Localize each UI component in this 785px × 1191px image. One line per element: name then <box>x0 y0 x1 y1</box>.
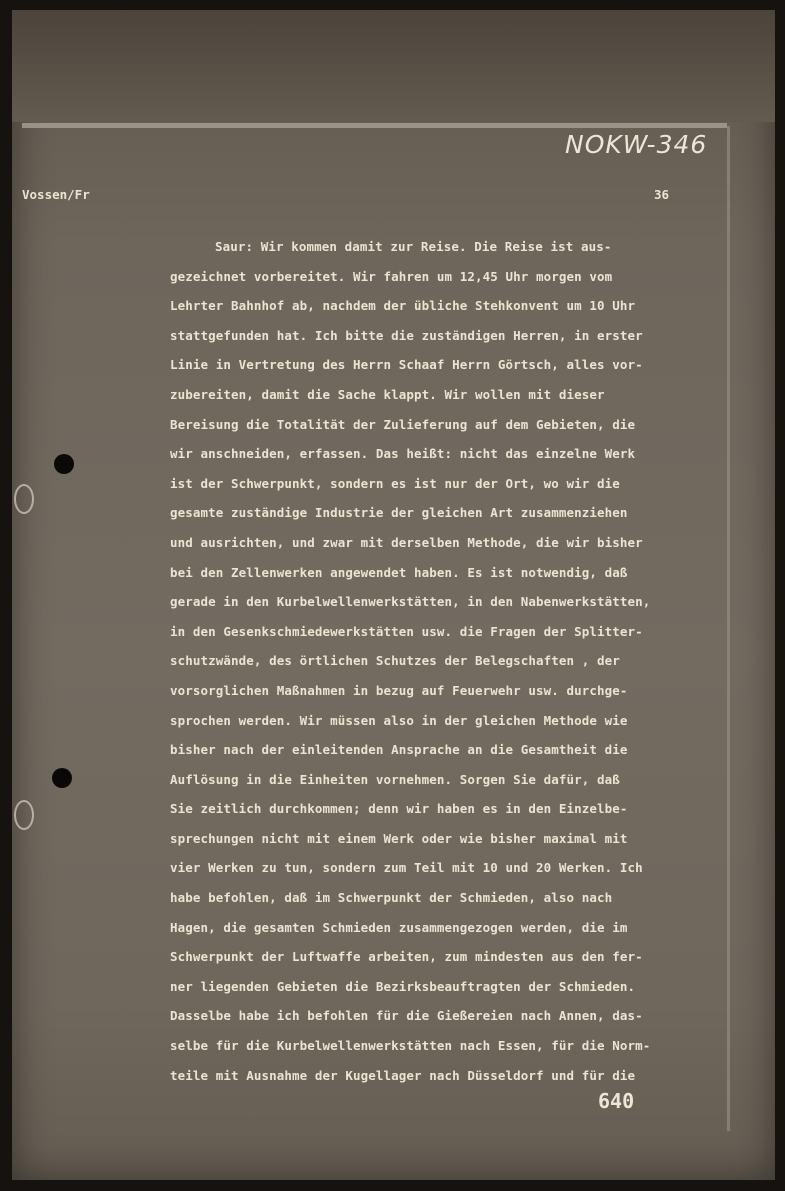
body-line: Bereisung die Totalität der Zulieferung auf dem Gebieten, die <box>170 416 636 432</box>
page-number: 36 <box>654 187 670 202</box>
body-line: stattgefunden hat. Ich bitte die zuständigen Herren, in erster <box>170 327 643 343</box>
body-line: Sie zeitlich durchkommen; denn wir haben es in den Einzelbe- <box>170 801 628 817</box>
body-text <box>170 232 715 1090</box>
body-line: Saur: Wir kommen damit zur Reise. Die Reise ist aus- <box>215 239 612 254</box>
header-reference: Vossen/Fr <box>22 187 90 202</box>
body-line: sprechungen nicht mit einem Werk oder wie bisher maximal mit <box>170 830 628 846</box>
body-line: Linie in Vertretung des Herrn Schaaf Herrn Görtsch, alles vor- <box>170 357 643 373</box>
body-line: ist der Schwerpunkt, sondern es ist nur der Ort, wo wir die <box>170 475 620 491</box>
body-line: schutzwände, des örtlichen Schutzes der Belegschaften , der <box>170 653 620 669</box>
body-line: ner liegenden Gebieten die Bezirksbeauftragten der Schmieden. <box>170 978 636 994</box>
punch-hole-edge-lower <box>14 800 34 830</box>
body-line: teile mit Ausnahme der Kugellager nach Düsseldorf und für die <box>170 1067 636 1083</box>
frame-line-top <box>22 123 727 128</box>
document-code: NOKW-346 <box>565 130 708 159</box>
body-line: bisher nach der einleitenden Ansprache an die Gesamtheit die <box>170 742 628 758</box>
punch-hole-lower <box>52 768 72 788</box>
body-line: vier Werken zu tun, sondern zum Teil mit 10 und 20 Werken. Ich <box>170 860 643 876</box>
frame-line-right <box>727 126 730 1131</box>
body-line: gerade in den Kurbelwellenwerkstätten, in den Nabenwerkstätten, <box>170 594 651 610</box>
body-line: gezeichnet vorbereitet. Wir fahren um 12,45 Uhr morgen vom <box>170 268 613 284</box>
punch-hole-edge-upper <box>14 484 34 514</box>
scan-top-band <box>12 10 775 122</box>
footer-number: 640 <box>598 1089 635 1113</box>
body-line: sprochen werden. Wir müssen also in der gleichen Methode wie <box>170 712 628 728</box>
body-line: selbe für die Kurbelwellenwerkstätten nach Essen, für die Norm- <box>170 1038 651 1054</box>
body-line: vorsorglichen Maßnahmen in bezug auf Feuerwehr usw. durchge- <box>170 682 628 698</box>
body-line: Auflösung in die Einheiten vornehmen. Sorgen Sie dafür, daß <box>170 771 620 787</box>
body-line: gesamte zuständige Industrie der gleichen Art zusammenziehen <box>170 505 628 521</box>
body-line: wir anschneiden, erfassen. Das heißt: nicht das einzelne Werk <box>170 446 636 462</box>
punch-hole-upper <box>54 454 74 474</box>
body-line: in den Gesenkschmiedewerkstätten usw. die Fragen der Splitter- <box>170 623 643 639</box>
body-line: habe befohlen, daß im Schwerpunkt der Schmieden, also nach <box>170 890 613 906</box>
body-line: Dasselbe habe ich befohlen für die Gießereien nach Annen, das- <box>170 1008 643 1024</box>
body-line: bei den Zellenwerken angewendet haben. Es ist notwendig, daß <box>170 564 628 580</box>
body-line: Lehrter Bahnhof ab, nachdem der übliche Stehkonvent um 10 Uhr <box>170 298 636 314</box>
body-line: Schwerpunkt der Luftwaffe arbeiten, zum mindesten aus den fer- <box>170 949 643 965</box>
body-line: Hagen, die gesamten Schmieden zusammengezogen werden, die im <box>170 919 628 935</box>
body-line: zubereiten, damit die Sache klappt. Wir wollen mit dieser <box>170 386 605 402</box>
body-line: und ausrichten, und zwar mit derselben Methode, die wir bisher <box>170 534 643 550</box>
